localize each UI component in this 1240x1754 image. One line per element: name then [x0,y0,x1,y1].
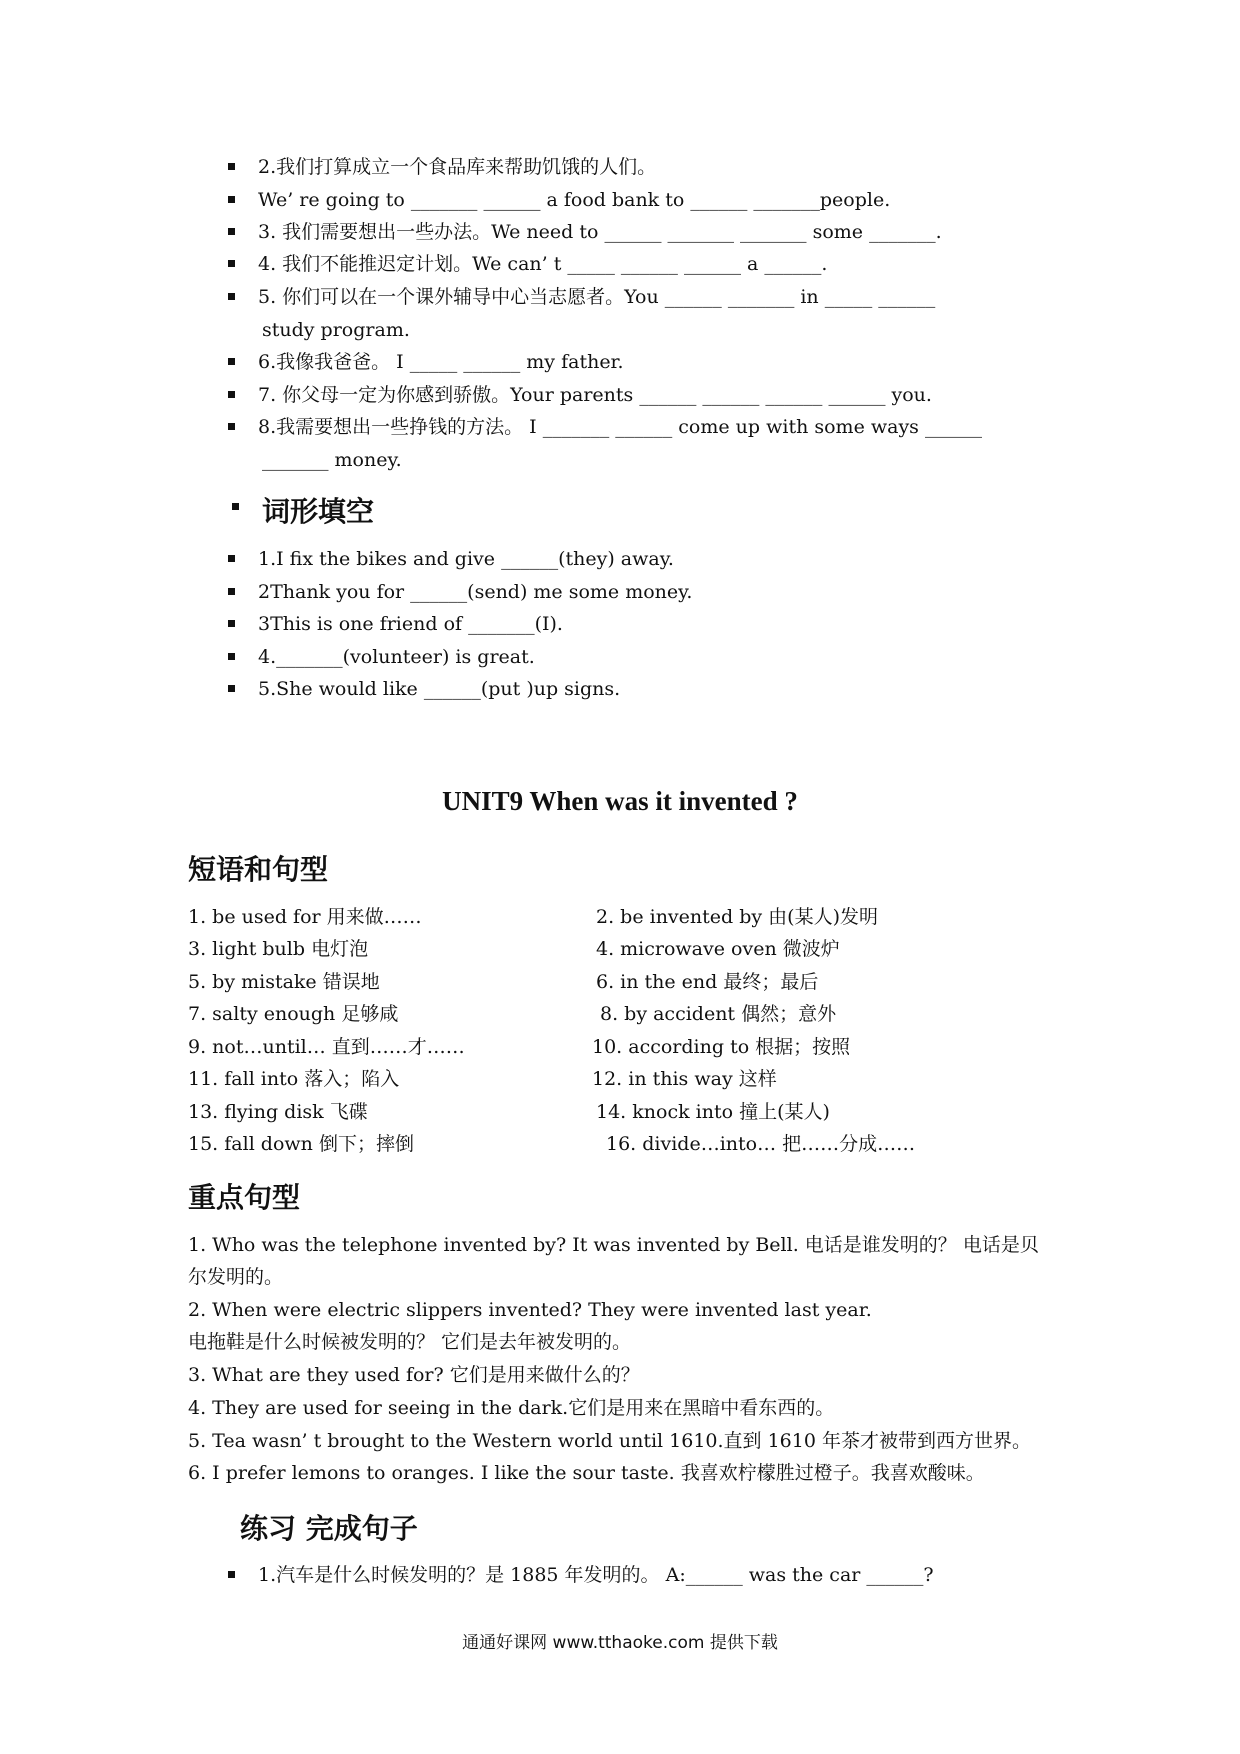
key-sentence-line: 2. When were electric slippers invented? They were invented last year. [188,1299,872,1321]
phrase-right: 10. according to 根据；按照 [592,1036,851,1058]
practice-item: 1.汽车是什么时候发明的？是 1885 年发明的。 A:______ was the car ______? [258,1563,1048,1587]
exercise-item: 2.我们打算成立一个食品库来帮助饥饿的人们。 [258,155,1048,179]
exercise-item: 6.我像我爸爸。 I _____ ______ my father. [258,350,1048,374]
exercise-item: 5. 你们可以在一个课外辅导中心当志愿者。You ______ _______ in _____ ______ [258,285,1048,309]
exercise-item-continuation: study program. [262,319,410,341]
key-sentence-line: 尔发明的。 [188,1266,284,1288]
phrase-right: 16. divide…into… 把……分成…… [606,1133,916,1155]
exercise-item: 4. 我们不能推迟定计划。We can’ t _____ ______ ______ a ______. [258,252,1048,276]
phrase-left: 3. light bulb 电灯泡 [188,938,369,960]
exercise-item-continuation: _______ money. [262,449,402,471]
word-form-item: 4._______(volunteer) is great. [258,645,1048,669]
phrase-left: 11. fall into 落入；陷入 [188,1068,400,1090]
phrase-left: 13. flying disk 飞碟 [188,1101,368,1123]
key-sentence-line: 5. Tea wasn’ t brought to the Western world until 1610.直到 1610 年茶才被带到西方世界。 [188,1430,1031,1452]
phrase-right: 2. be invented by 由(某人)发明 [596,906,878,928]
unit-title: UNIT9 When was it invented ? [442,786,798,816]
key-sentence-line: 6. I prefer lemons to oranges. I like the sour taste. 我喜欢柠檬胜过橙子。我喜欢酸味。 [188,1462,985,1484]
phrase-left: 9. not…until… 直到……才…… [188,1036,465,1058]
phrase-right: 8. by accident 偶然；意外 [600,1003,837,1025]
phrase-right: 12. in this way 这样 [592,1068,777,1090]
key-sentences-heading: 重点句型 [188,1181,301,1214]
phrase-right: 14. knock into 撞上(某人) [596,1101,830,1123]
key-sentence-line: 电拖鞋是什么时候被发明的？ 它们是去年被发明的。 [188,1331,632,1353]
key-sentence-line: 4. They are used for seeing in the dark.它们是用来在黑暗中看东西的。 [188,1397,835,1419]
word-form-heading: 词形填空 [262,490,374,530]
phrase-left: 7. salty enough 足够咸 [188,1003,399,1025]
word-form-item: 2Thank you for ______(send) me some money. [258,580,1048,604]
key-sentence-line: 3. What are they used for? 它们是用来做什么的？ [188,1364,640,1386]
exercise-item: 3. 我们需要想出一些办法。We need to ______ _______ _______ some _______. [258,220,1048,244]
word-form-item: 1.I fix the bikes and give ______(they) away. [258,547,1048,571]
phrase-left: 5. by mistake 错误地 [188,971,380,993]
phrase-right: 4. microwave oven 微波炉 [596,938,840,960]
page-footer: 通通好课网 www.tthaoke.com 提供下载 [462,1633,778,1653]
phrase-right: 6. in the end 最终；最后 [596,971,819,993]
phrases-heading: 短语和句型 [188,853,329,886]
key-sentence-line: 1. Who was the telephone invented by? It was invented by Bell. 电话是谁发明的？ 电话是贝 [188,1234,1039,1256]
practice-heading: 练习 完成句子 [240,1512,418,1545]
exercise-item: We’ re going to _______ ______ a food bank to ______ _______people. [258,188,1048,212]
phrase-left: 1. be used for 用来做…… [188,906,422,928]
exercise-item: 7. 你父母一定为你感到骄傲。Your parents ______ ______ ______ ______ you. [258,383,1048,407]
exercise-item: 8.我需要想出一些挣钱的方法。 I _______ ______ come up with some ways ______ [258,415,1048,439]
phrase-left: 15. fall down 倒下；摔倒 [188,1133,414,1155]
word-form-item: 3This is one friend of _______(I). [258,612,1048,636]
word-form-item: 5.She would like ______(put )up signs. [258,677,1048,701]
